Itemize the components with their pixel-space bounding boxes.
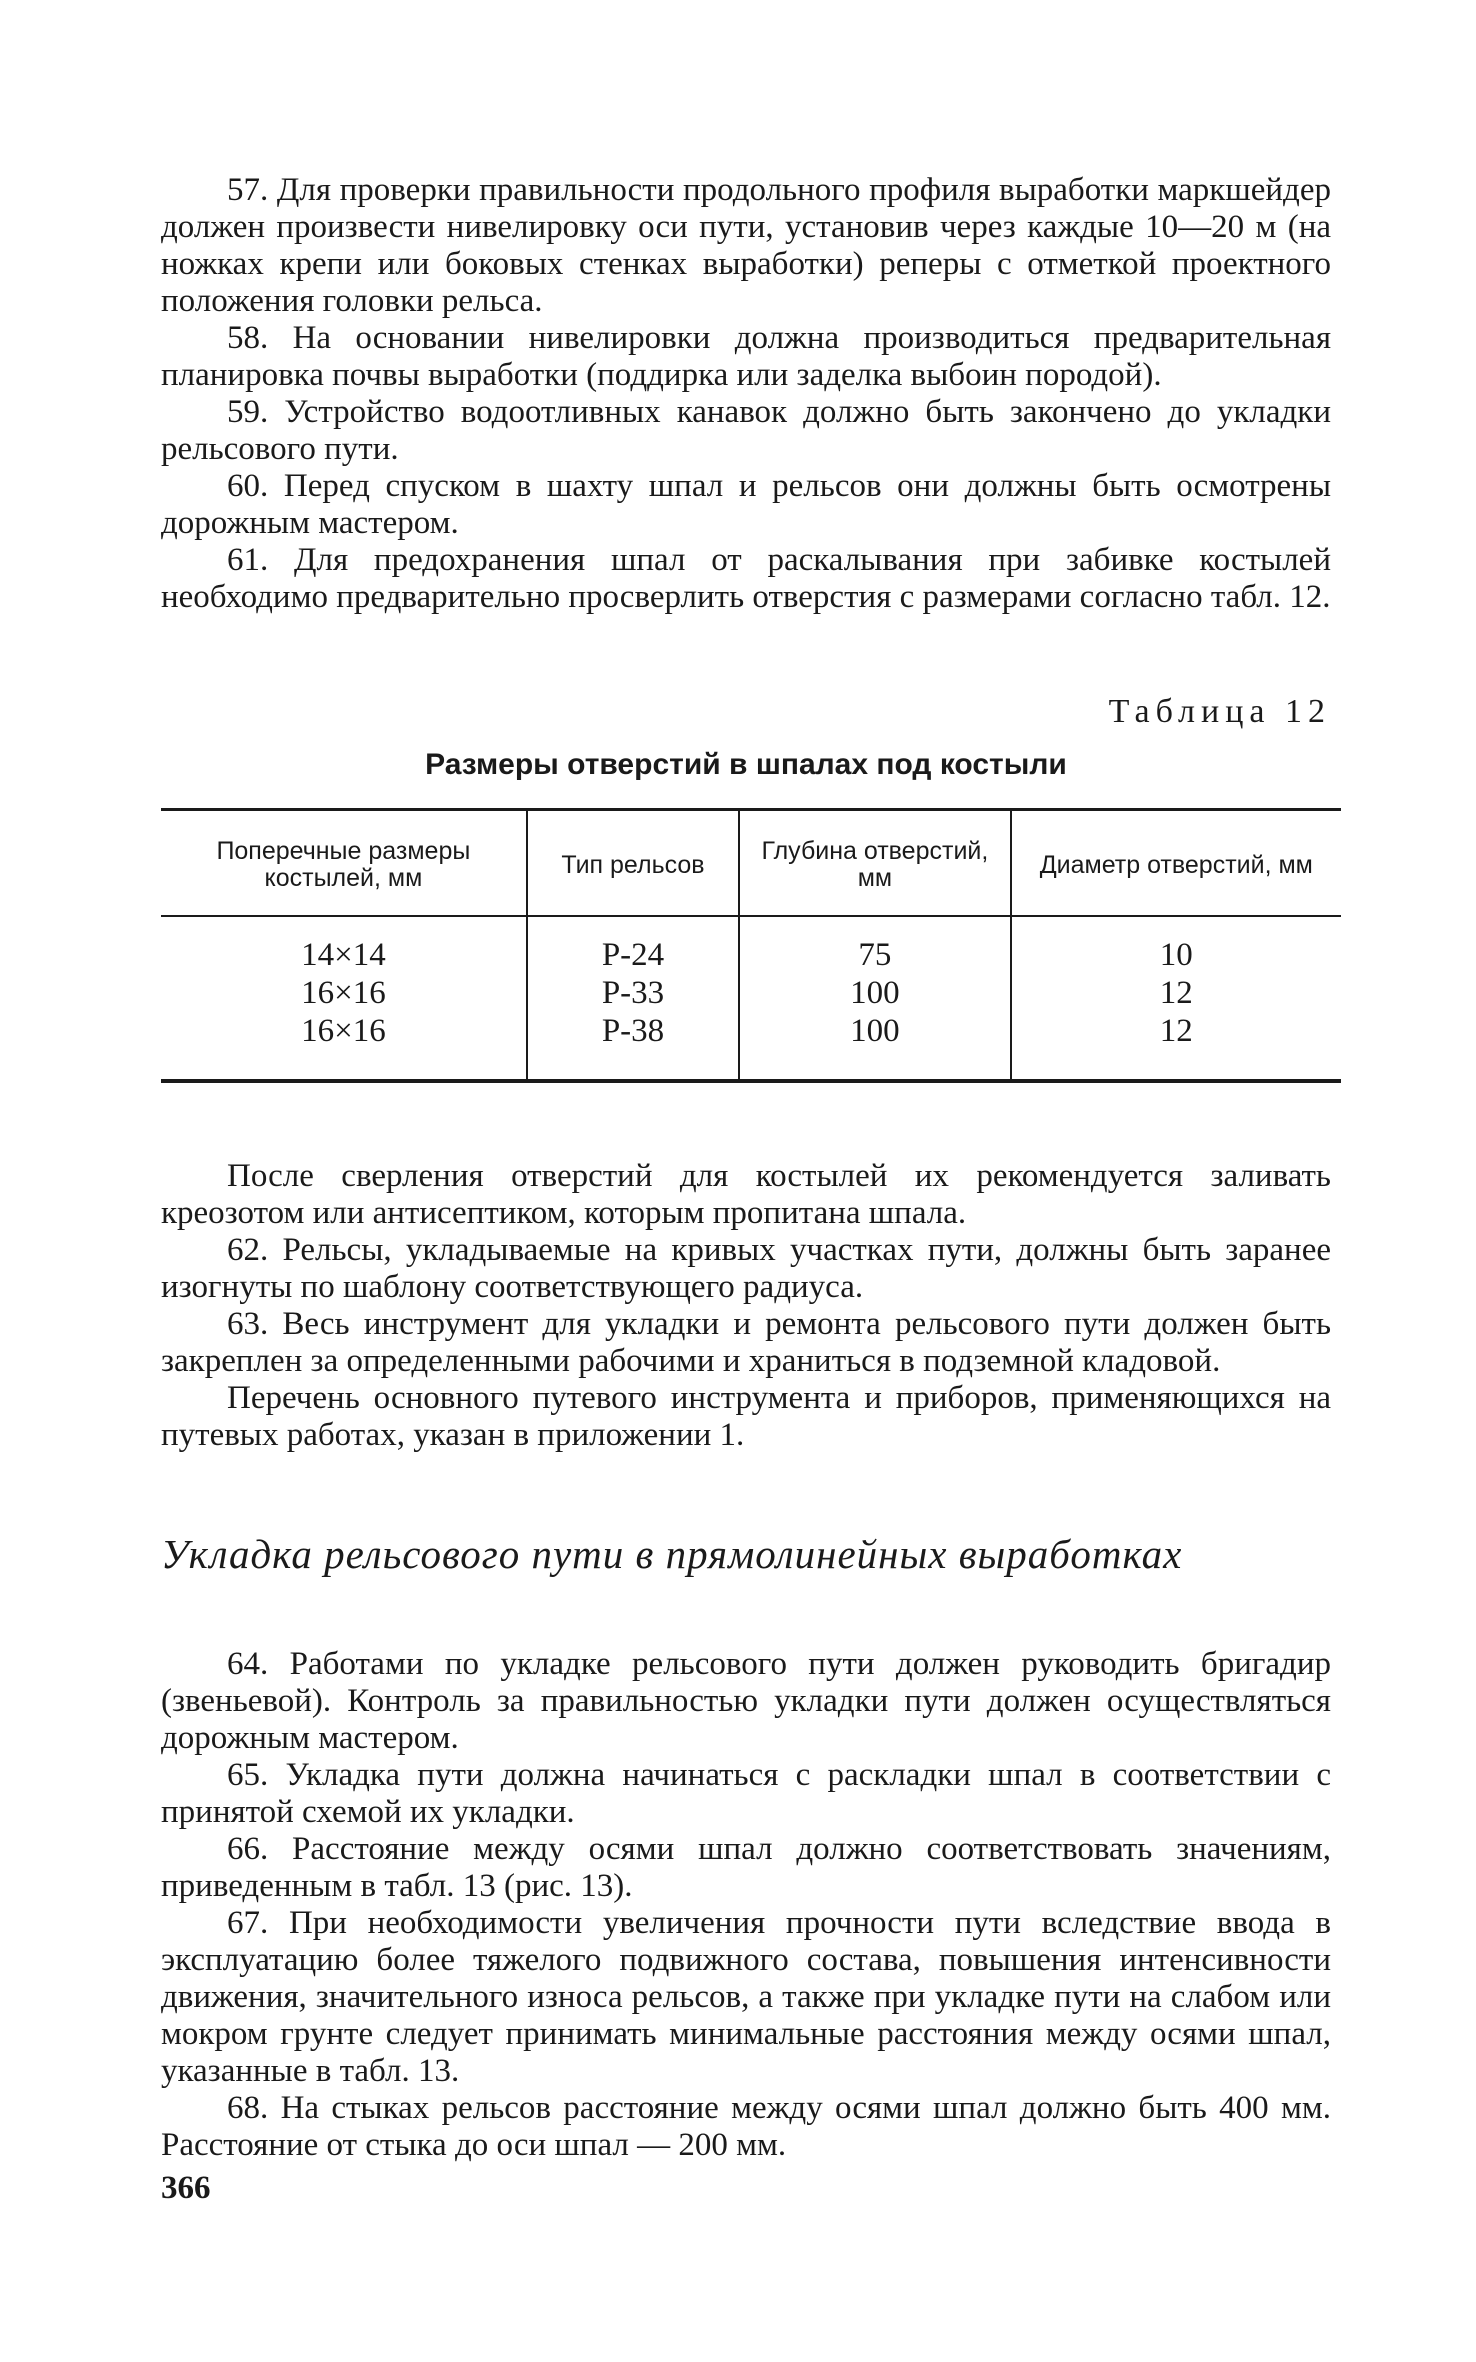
- cell-hole-depth: 100: [739, 1012, 1010, 1081]
- cell-hole-diameter: 12: [1011, 1012, 1341, 1081]
- header-spike-size: Поперечные размеры костылей, мм: [161, 810, 527, 917]
- paragraph-tools-list: Перечень основного путевого инструмента и приборов, применяющихся на путевых работах, указан в приложении 1.: [161, 1380, 1331, 1453]
- table-row: [161, 916, 1341, 974]
- cell-hole-diameter: 10: [1011, 916, 1341, 974]
- paragraph-58: 58. На основании нивелировки должна производиться предварительная планировка почвы выработки (поддирка или заделка выбоин породой).: [161, 320, 1331, 393]
- paragraph-60: 60. Перед спуском в шахту шпал и рельсов они должны быть осмотрены дорожным мастером.: [161, 468, 1331, 541]
- page-number: 366: [161, 2170, 211, 2206]
- table-row: [161, 1012, 1341, 1081]
- paragraph-63: 63. Весь инструмент для укладки и ремонта рельсового пути должен быть закреплен за определенными рабочими и храниться в подземной кладовой.: [161, 1306, 1331, 1379]
- cell-hole-diameter: 12: [1011, 974, 1341, 1012]
- cell-spike-size: 16×16: [301, 1013, 386, 1049]
- cell-hole-depth: 75: [739, 916, 1010, 974]
- header-hole-diameter: Диаметр отверстий, мм: [1011, 810, 1341, 917]
- cell-rail-type: Р-24: [527, 916, 739, 974]
- paragraph-57: 57. Для проверки правильности продольного профиля выработки маркшейдер должен произвести нивелировку оси пути, установив через каждые 10—20 м (на ножках крепи или боковых стенках выработки) реперы с отметкой проектного положения головки рельса.: [161, 172, 1331, 319]
- paragraph-62: 62. Рельсы, укладываемые на кривых участках пути, должны быть заранее изогнуты по шаблону соответствующего радиуса.: [161, 1232, 1331, 1305]
- paragraph-64: 64. Работами по укладке рельсового пути должен руководить бригадир (звеньевой). Контроль за правильностью укладки пути должен осуществляться дорожным мастером.: [161, 1646, 1331, 1756]
- paragraph-65: 65. Укладка пути должна начинаться с раскладки шпал в соответствии с принятой схемой их укладки.: [161, 1757, 1331, 1830]
- header-rail-type: Тип рельсов: [527, 810, 739, 917]
- paragraph-61: 61. Для предохранения шпал от раскалывания при забивке костылей необходимо предварительно просверлить отверстия с размерами согласно табл. 12.: [161, 542, 1331, 615]
- table-title: Размеры отверстий в шпалах под костыли: [425, 748, 1067, 781]
- header-hole-depth: Глубина отверстий, мм: [739, 810, 1010, 917]
- holes-table: [161, 808, 1341, 1083]
- table-label: Таблица 12: [1108, 693, 1331, 730]
- paragraph-59: 59. Устройство водоотливных канавок должно быть закончено до укладки рельсового пути.: [161, 394, 1331, 467]
- paragraph-67: 67. При необходимости увеличения прочности пути вследствие ввода в эксплуатацию более тяжелого подвижного состава, повышения интенсивности движения, значительного износа рельсов, а также при укладке пути на слабом или мокром грунте следует принимать минимальные расстояния между осями шпал, указанные в табл. 13.: [161, 1905, 1331, 2089]
- cell-spike-size: 16×16: [301, 975, 386, 1011]
- cell-spike-size: 14×14: [301, 937, 386, 973]
- paragraphs-middle: [161, 1158, 1331, 1454]
- paragraph-68: 68. На стыках рельсов расстояние между осями шпал должно быть 400 мм. Расстояние от стыка до оси шпал — 200 мм.: [161, 2090, 1331, 2163]
- paragraphs-bottom: [161, 1646, 1331, 2164]
- cell-rail-type: Р-38: [527, 1012, 739, 1081]
- cell-hole-depth: 100: [739, 974, 1010, 1012]
- table-header-row: [161, 810, 1341, 917]
- cell-rail-type: Р-33: [527, 974, 739, 1012]
- table-row: [161, 974, 1341, 1012]
- paragraph-66: 66. Расстояние между осями шпал должно соответствовать значениям, приведенным в табл. 13 (рис. 13).: [161, 1831, 1331, 1904]
- section-heading: Укладка рельсового пути в прямолинейных выработках: [161, 1531, 1183, 1577]
- paragraphs-top: [161, 172, 1331, 616]
- paragraph-after-table: После сверления отверстий для костылей их рекомендуется заливать креозотом или антисептиком, которым пропитана шпала.: [161, 1158, 1331, 1231]
